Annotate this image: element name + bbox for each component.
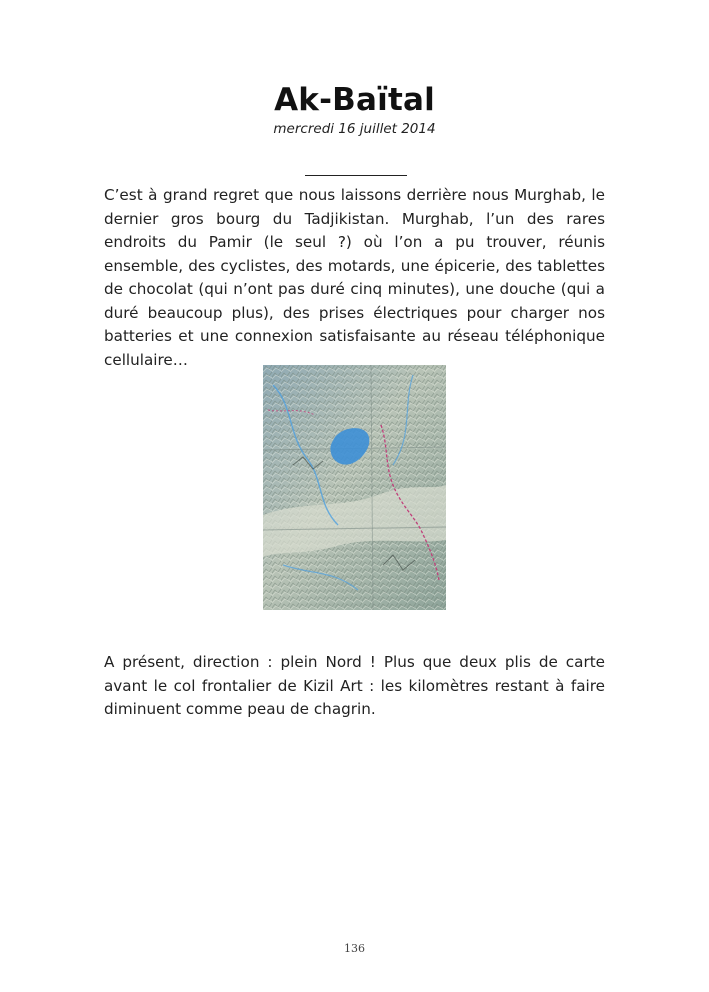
entry-date: mercredi 16 juillet 2014 (273, 121, 436, 137)
body-paragraph-2: A présent, direction : plein Nord ! Plus que deux plis de carte avant le col frontalier de Kizil Art : les kilomètres restant à faire diminuent comme peau de chagrin. (104, 653, 605, 718)
map-photo (263, 365, 446, 610)
body-paragraph-1: C’est à grand regret que nous laissons derrière nous Murghab, le dernier gros bourg du Tadjikistan. Murghab, l’un des rares endroits du Pamir (le seul ?) où l’on a pu trouver, réunis ensemble, des cyclistes, des motards, une épicerie, des tablettes de chocolat (qui n’ont pas duré cinq minutes), une douche (qui a duré beaucoup plus), des prises électriques pour charger nos batteries et une connexion satisfaisante au réseau téléphonique cellulaire… (104, 186, 605, 369)
title-separator (305, 175, 407, 176)
topographic-map-image (263, 365, 446, 610)
page-number: 136 (344, 942, 365, 955)
page-title: Ak-Baïtal (274, 82, 435, 118)
